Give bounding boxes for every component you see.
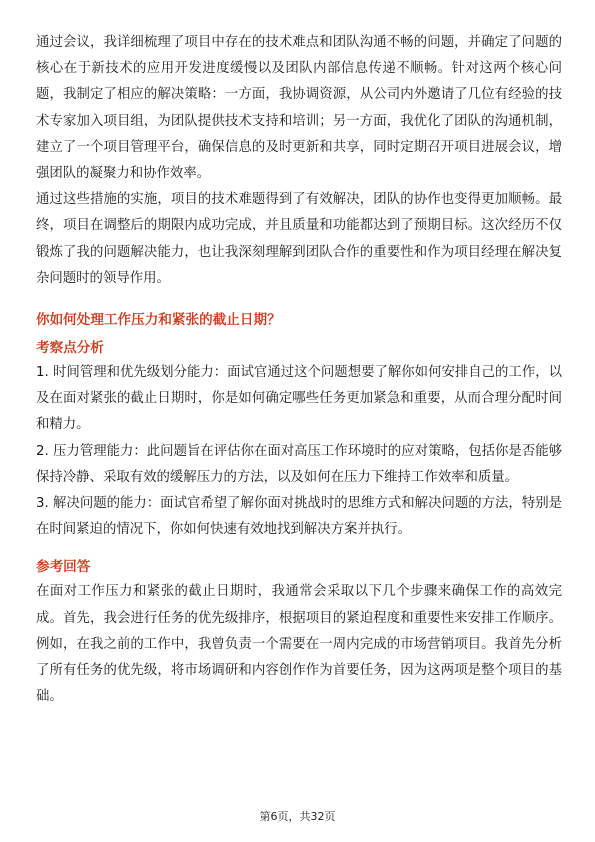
analysis-point: 3. 解决问题的能力：面试官希望了解你面对挑战时的思维方式和解决问题的方法，特别是在时间紧迫的情况下，你如何快速有效地找到解决方案并执行。	[36, 496, 562, 538]
document-page	[36, 30, 562, 710]
body-paragraph: 通过这些措施的实施，项目的技术难题得到了有效解决，团队的协作也变得更加顺畅。最终，项目在调整后的期限内成功完成，并且质量和功能都达到了预期目标。这次经历不仅锻炼了我的问题解决能力，也让我深刻理解到团队合作的重要性和作为项目经理在解决复杂问题时的领导作用。	[36, 192, 562, 286]
body-paragraph: 通过会议，我详细梳理了项目中存在的技术难点和团队沟通不畅的问题，并确定了问题的核心在于新技术的应用开发进度缓慢以及团队内部信息传递不顺畅。针对这两个核心问题，我制定了相应的解决策略：一方面，我协调资源，从公司内外邀请了几位有经验的技术专家加入项目组，为团队提供技术支持和培训；另一方面，我优化了团队的沟通机制，建立了一个项目管理平台，确保信息的及时更新和共享，同时定期召开项目进展会议，增强团队的凝聚力和协作效率。	[36, 35, 562, 182]
answer-paragraph: 在面对工作压力和紧张的截止日期时，我通常会采取以下几个步骤来确保工作的高效完成。首先，我会进行任务的优先级排序，根据项目的紧迫程度和重要性来安排工作顺序。例如，在我之前的工作中，我曾负责一个需要在一周内完成的市场营销项目。我首先分析了所有任务的优先级，将市场调研和内容创作作为首要任务，因为这两项是整个项目的基础。	[36, 584, 562, 705]
analysis-heading: 考察点分析	[36, 340, 104, 357]
question-heading: 你如何处理工作压力和紧张的截止日期？	[36, 312, 281, 329]
analysis-point: 2. 压力管理能力：此问题旨在评估你在面对高压工作环境时的应对策略，包括你是否能够保持冷静、采取有效的缓解压力的方法，以及如何在压力下维持工作效率和质量。	[36, 443, 562, 485]
page-number-footer: 第6页，共32页	[259, 810, 336, 823]
answer-heading: 参考回答	[36, 559, 91, 576]
analysis-point: 1. 时间管理和优先级划分能力：面试官通过这个问题想要了解你如何安排自己的工作，以及在面对紧张的截止日期时，你是如何确定哪些任务更加紧急和重要，从而合理分配时间和精力。	[36, 365, 562, 433]
